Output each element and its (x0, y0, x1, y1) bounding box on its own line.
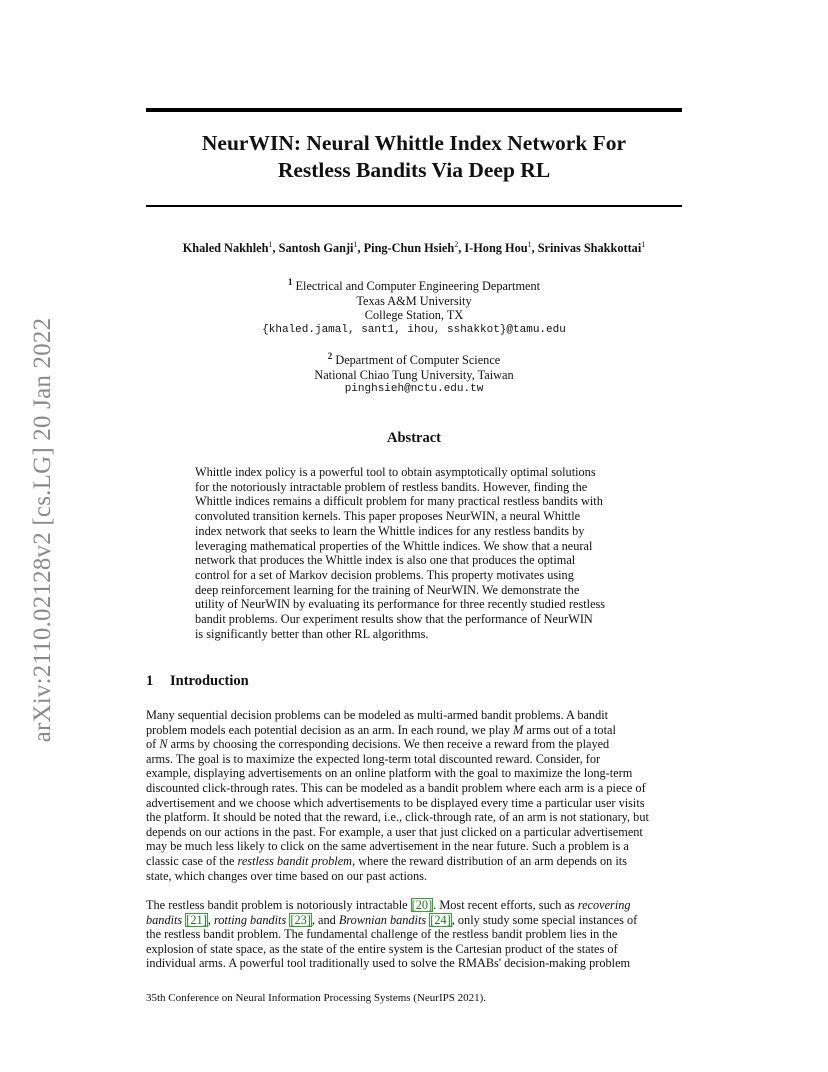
author-affiliation-mark: 1 (527, 240, 532, 249)
text-line: the platform. It should be noted that the reward, i.e., click-through rate, of an arm is not stationary, but (146, 810, 649, 825)
text-line: may be much less likely to click on the same advertisement in the near future. Such a problem is a (146, 839, 629, 854)
abstract-line: utility of NeurWIN by evaluating its performance for three recently studied restless (195, 597, 606, 612)
paper-title (146, 130, 682, 184)
affiliation-1 (146, 275, 682, 337)
affiliation-mark: 1 (287, 277, 293, 287)
abstract-line: network that produces the Whittle index is also one that produces the optimal (195, 553, 576, 568)
abstract-line: index network that seeks to learn the Whittle indices for any restless bandits by (195, 523, 585, 538)
title-line-2: Restless Bandits Via Deep RL (277, 158, 551, 182)
arxiv-identifier: arXiv:2110.02128v2 [cs.LG] 20 Jan 2022 (29, 317, 56, 743)
author-affiliation-mark: 1 (641, 240, 646, 249)
abstract-line: Whittle indices remains a difficult problem for many practical restless bandits with (195, 494, 603, 509)
affiliation-city: College Station, TX (364, 308, 464, 323)
abstract-line: Whittle index policy is a powerful tool to obtain asymptotically optimal solutions (195, 465, 596, 479)
text-span: , and (311, 912, 339, 927)
section-heading-introduction (146, 673, 249, 690)
text-line: the restless bandit problem. The fundamental challenge of the restless bandit problem lies in the (146, 927, 618, 942)
text-span: arms by choosing the corresponding decisions. We then receive a reward from the played (167, 737, 610, 752)
affiliation-university: Texas A&M University (356, 293, 472, 308)
text-span: classic case of the (146, 853, 238, 868)
affiliation-department: Department of Computer Science (335, 353, 501, 368)
abstract-line: is significantly better than other RL algorithms. (195, 626, 429, 641)
author-list: Khaled Nakhleh$^1$, Santosh Ganji$^1$, Ping-Chun Hsieh$^2$, I-Hong Hou$^1$, Srinivas Shakkottai$^1$ (182, 240, 646, 256)
citation-link[interactable]: [24] (430, 912, 451, 927)
section-title: Introduction (170, 673, 249, 689)
abstract-line: convoluted transition kernels. This paper proposes NeurWIN, a neural Whittle (195, 509, 581, 524)
affiliation-university: National Chiao Tung University, Taiwan (314, 367, 514, 382)
citation-link[interactable]: [23] (290, 912, 311, 927)
text-line: discounted click-through rates. This can be modeled as a bandit problem where each arm is a piece of (146, 780, 646, 795)
intro-paragraph-1 (146, 708, 686, 883)
abstract-line: leveraging mathematical properties of the Whittle indices. We show that a neural (195, 538, 593, 553)
affiliation-department: Electrical and Computer Engineering Department (295, 279, 541, 294)
abstract-heading: Abstract (387, 430, 441, 446)
emphasis-term: bandits (146, 912, 183, 927)
emphasis-term: Brownian bandits (338, 912, 427, 927)
text-span: The restless bandit problem is notoriously intractable (146, 898, 411, 912)
author-affiliation-mark: 2 (454, 240, 459, 249)
text-line: arms. The goal is to maximize the expected long-term total discounted reward. Consider, for (146, 751, 601, 766)
text-span: , (207, 912, 214, 927)
emphasis-term: recovering (577, 898, 631, 912)
title-bottom-rule (146, 205, 682, 207)
title-top-rule (146, 108, 682, 112)
affiliation-email: {khaled.jamal, sant1, ihou, sshakkot}@tamu.edu (262, 323, 566, 336)
text-line: Many sequential decision problems can be modeled as multi-armed bandit problems. A bandit (146, 708, 609, 722)
abstract-body (195, 465, 635, 641)
text-span: problem models each potential decision as an arm. In each round, we play (146, 722, 514, 737)
abstract-line: for the notoriously intractable problem of restless bandits. However, finding the (195, 479, 588, 494)
text-span: arms out of a total (523, 722, 616, 737)
author-name: I-Hong Hou (464, 241, 528, 256)
text-span: , where the reward distribution of an arm depends on its (352, 853, 627, 868)
abstract-line: deep reinforcement learning for the training of NeurWIN. We demonstrate the (195, 582, 580, 597)
text-line: explosion of state space, as the state of the entire system is the Cartesian product of the states of (146, 941, 618, 956)
citation-link[interactable]: [20] (411, 898, 433, 912)
text-line: state, which changes over time based on our past actions. (146, 868, 428, 883)
text-line: example, displaying advertisements on an online platform with the goal to maximize the long-term (146, 766, 633, 781)
emphasis-term: rotting bandits (213, 912, 287, 927)
conference-footnote: 35th Conference on Neural Information Processing Systems (NeurIPS 2021). (146, 992, 487, 1004)
text-line: advertisement and we choose which advertisements to be displayed every time a particular user visits (146, 795, 645, 810)
abstract-line: bandit problems. Our experiment results show that the performance of NeurWIN (195, 612, 593, 627)
title-line-1: NeurWIN: Neural Whittle Index Network For (201, 131, 627, 155)
text-span: , only study some special instances of (451, 912, 638, 927)
abstract-line: control for a set of Markov decision problems. This property motivates using (195, 567, 574, 582)
author-name: Khaled Nakhleh (182, 241, 269, 256)
author-name: Srinivas Shakkottai (537, 241, 642, 256)
affiliation-mark: 2 (327, 351, 333, 361)
text-span: of (146, 737, 160, 752)
math-variable-n: N (159, 737, 168, 752)
author-affiliation-mark: 1 (268, 240, 273, 249)
section-number: 1 (146, 673, 154, 689)
text-span: . Most recent efforts, such as (433, 898, 578, 912)
author-name: Ping-Chun Hsieh (363, 241, 455, 256)
author-affiliation-mark: 1 (353, 240, 358, 249)
math-variable-m: M (513, 722, 524, 737)
text-line: depends on our actions in the past. For example, a user that just clicked on a particular advertisement (146, 824, 643, 839)
affiliation-2 (146, 349, 682, 397)
author-name: Santosh Ganji (278, 241, 354, 256)
citation-link[interactable]: [21] (186, 912, 207, 927)
text-line: individual arms. A powerful tool traditionally used to solve the RMABs' decision-making problem (146, 956, 631, 971)
affiliation-email: pinghsieh@nctu.edu.tw (344, 383, 484, 396)
intro-paragraph-2 (146, 898, 686, 971)
emphasis-term: restless bandit problem (237, 853, 353, 868)
